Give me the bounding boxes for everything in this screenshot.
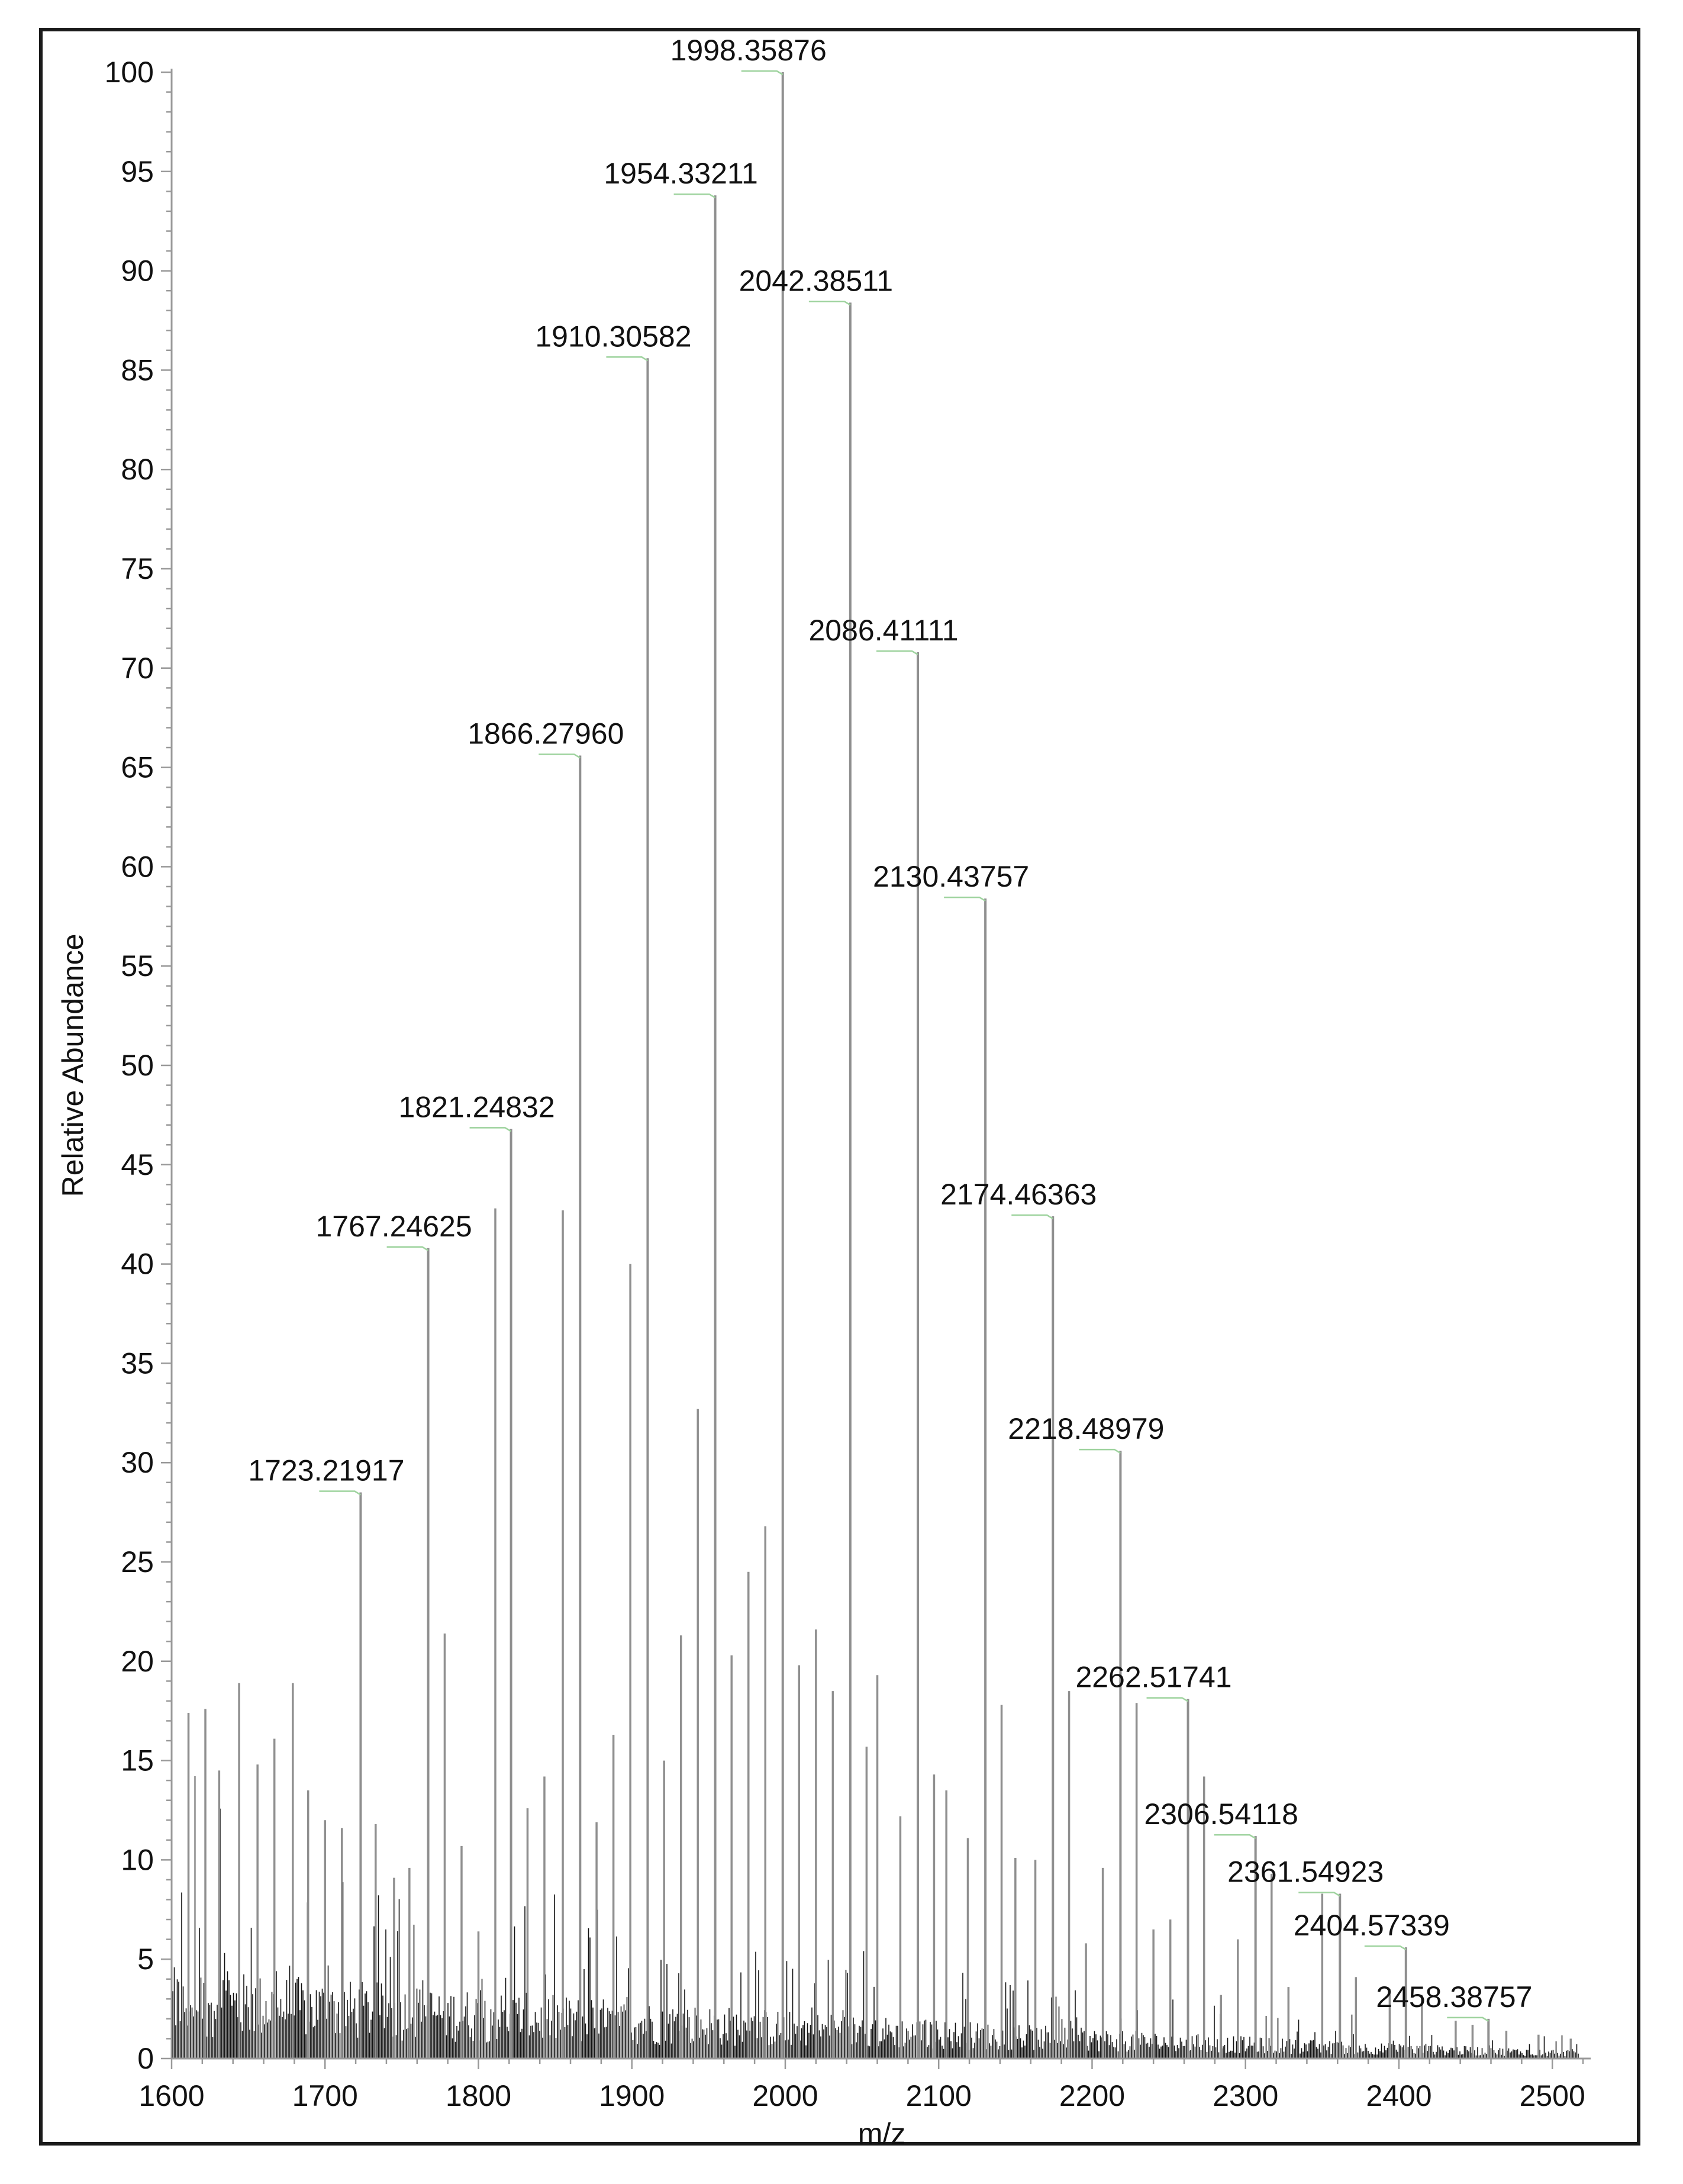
- y-tick-label: 65: [121, 750, 154, 784]
- peak-label: 1866.27960: [468, 717, 624, 750]
- x-tick-label: 1800: [445, 2079, 512, 2112]
- x-axis-ticks: [138, 2059, 1585, 2112]
- peak-label-leader: [1011, 1215, 1053, 1219]
- peak-label-leader: [387, 1247, 428, 1251]
- y-axis-ticks: [105, 56, 172, 2075]
- peak-label-leader: [1298, 1892, 1340, 1896]
- peak-label-leader: [539, 754, 580, 758]
- x-tick-label: 2300: [1213, 2079, 1279, 2112]
- peak-label: 2404.57339: [1293, 1909, 1450, 1943]
- peak-label-leader: [470, 1128, 511, 1131]
- peak-label-leader: [319, 1492, 360, 1495]
- y-tick-label: 35: [121, 1347, 154, 1380]
- peak-label: 1767.24625: [315, 1209, 472, 1243]
- peak-label: 2306.54118: [1144, 1798, 1298, 1831]
- peak-label: 1821.24832: [398, 1090, 555, 1124]
- y-tick-label: 30: [121, 1446, 154, 1480]
- x-tick-label: 1700: [292, 2079, 358, 2112]
- peak-labels: [248, 34, 1532, 2021]
- peak-label-leader: [674, 194, 715, 198]
- peak-label: 1954.33211: [604, 157, 758, 191]
- x-tick-label: 1900: [599, 2079, 665, 2112]
- y-tick-label: 90: [121, 254, 154, 288]
- peak-label-leader: [1365, 1946, 1406, 1950]
- peak-label: 2130.43757: [873, 860, 1030, 894]
- peak-label: 2042.38511: [739, 264, 894, 298]
- peak-label: 2361.54923: [1227, 1855, 1384, 1889]
- peak-label-leader: [809, 301, 850, 305]
- peak-label-leader: [944, 897, 985, 901]
- peak-label: 2458.38757: [1376, 1980, 1533, 2014]
- peak-label-leader: [1214, 1835, 1256, 1838]
- peak-label: 2218.48979: [1008, 1412, 1165, 1446]
- x-tick-label: 2400: [1366, 2079, 1432, 2112]
- y-tick-label: 85: [121, 353, 154, 387]
- y-tick-label: 25: [121, 1545, 154, 1579]
- y-tick-label: 40: [121, 1247, 154, 1281]
- x-tick-label: 2500: [1519, 2079, 1585, 2112]
- y-tick-label: 20: [121, 1644, 154, 1678]
- y-tick-label: 50: [121, 1049, 154, 1082]
- y-tick-label: 15: [121, 1744, 154, 1777]
- y-tick-label: 45: [121, 1148, 154, 1181]
- y-tick-label: 80: [121, 453, 154, 487]
- y-tick-label: 95: [121, 154, 154, 188]
- spectrum-peaks: [189, 72, 1571, 2059]
- peak-label-leader: [741, 71, 783, 75]
- peak-label: 1910.30582: [535, 320, 692, 353]
- peak-label-leader: [1447, 2018, 1488, 2021]
- x-axis-title: m/z: [857, 2117, 906, 2150]
- peak-label-leader: [1147, 1698, 1188, 1702]
- y-tick-label: 60: [121, 850, 154, 884]
- peak-label: 1998.35876: [670, 34, 827, 67]
- y-tick-label: 75: [121, 552, 154, 585]
- y-tick-label: 0: [137, 2042, 154, 2075]
- peak-label: 2086.41111: [808, 613, 959, 647]
- y-tick-label: 55: [121, 949, 154, 983]
- peak-label: 2262.51741: [1075, 1660, 1232, 1694]
- y-tick-label: 70: [121, 651, 154, 685]
- y-tick-label: 10: [121, 1843, 154, 1877]
- peak-label: 1723.21917: [248, 1454, 405, 1487]
- y-tick-label: 100: [104, 56, 154, 89]
- y-axis-title: Relative Abundance: [56, 933, 89, 1197]
- peak-label-leader: [606, 357, 647, 360]
- x-tick-label: 1600: [138, 2079, 205, 2112]
- x-tick-label: 2200: [1059, 2079, 1126, 2112]
- peak-label-leader: [876, 651, 918, 655]
- peak-label-leader: [1079, 1449, 1120, 1453]
- axes: [172, 69, 1591, 2059]
- peak-label: 2174.46363: [940, 1178, 1097, 1212]
- x-tick-label: 2000: [752, 2079, 818, 2112]
- y-tick-label: 5: [137, 1943, 154, 1976]
- x-tick-label: 2100: [905, 2079, 972, 2112]
